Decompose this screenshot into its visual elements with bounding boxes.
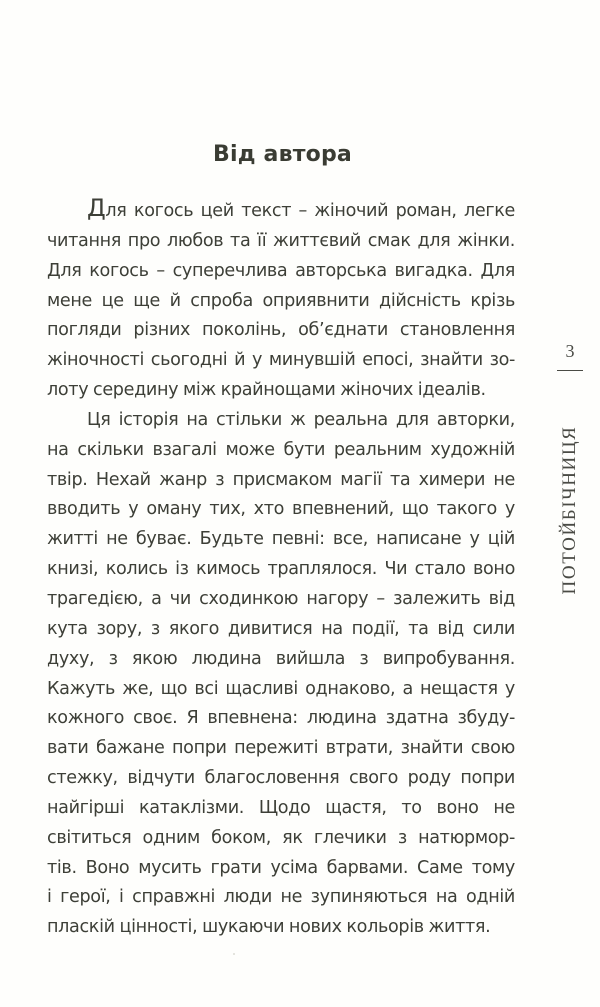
text-line: світиться одним боком, як глечики з натюрмор- <box>47 827 515 848</box>
text-line: кожного своє. Я впевнена: людина здатна збуду- <box>47 708 515 729</box>
text-line: кута зору, з якого дивитися на події, та від сили <box>47 618 515 639</box>
running-title <box>553 390 587 630</box>
text-line: вводить у оману тих, хто впевнений, що такого у <box>47 499 515 520</box>
text-line: мене це ще й спроба оприявнити дійсність крізь <box>47 290 515 311</box>
text-line: жіночності сьогодні й у минувшій епосі, знайти зо- <box>47 350 515 371</box>
page-number: 3 <box>565 341 575 361</box>
body-text <box>47 194 515 943</box>
text-line: твір. Нехай жанр з присмаком магії та химери не <box>47 469 515 490</box>
text-line: читання про любов та її життєвий смак для жінки. <box>47 230 515 251</box>
paper-speck <box>233 953 235 955</box>
text-line: житті не буває. Будьте певні: все, написане у цій <box>47 529 515 550</box>
text-line: трагедією, а чи сходинкою нагору – залежить від <box>47 588 515 609</box>
text-line: пласкій цінності, шукаючи нових кольорів життя. <box>47 917 491 938</box>
text-line: на скільки взагалі може бути реальним художній <box>47 439 515 460</box>
text-line: книзі, колись із кимось траплялося. Чи стало воно <box>47 559 515 580</box>
chapter-heading: Від автора <box>213 142 352 167</box>
paragraph-1 <box>47 194 515 406</box>
text-line: погляди різних поколінь, об’єднати становлення <box>47 320 515 341</box>
running-title-text: ПОТОЙБІЧНИЦЯ <box>559 425 580 595</box>
text-line: Кажуть же, що всі щасливі однаково, а нещастя у <box>47 678 515 699</box>
initial-letter: Д <box>87 194 106 222</box>
text-line: стежку, відчути благословення свого роду попри <box>47 768 515 789</box>
text-line: лоту середину між крайнощами жіночих ідеалів. <box>47 380 486 401</box>
margin-rule-divider <box>557 370 583 371</box>
paragraph-2 <box>47 406 515 943</box>
text-line: духу, з якою людина вийшла з випробування. <box>47 648 515 669</box>
text-line: найгірші катаклізми. Щодо щастя, то воно не <box>47 797 515 818</box>
text-line: Для когось цей текст – жіночий роман, легке <box>87 194 515 222</box>
text-line: вати бажане попри пережиті втрати, знайти свою <box>47 738 515 759</box>
text-line: Для когось – суперечлива авторська вигадка. Для <box>47 260 515 281</box>
text-line: Ця історія на стільки ж реальна для авторки, <box>87 409 515 430</box>
text-line: і герої, і справжні люди не зупиняються на одній <box>47 887 515 908</box>
page-margin-header <box>552 340 588 371</box>
text-line: тів. Воно мусить грати усіма барвами. Саме тому <box>47 857 515 878</box>
